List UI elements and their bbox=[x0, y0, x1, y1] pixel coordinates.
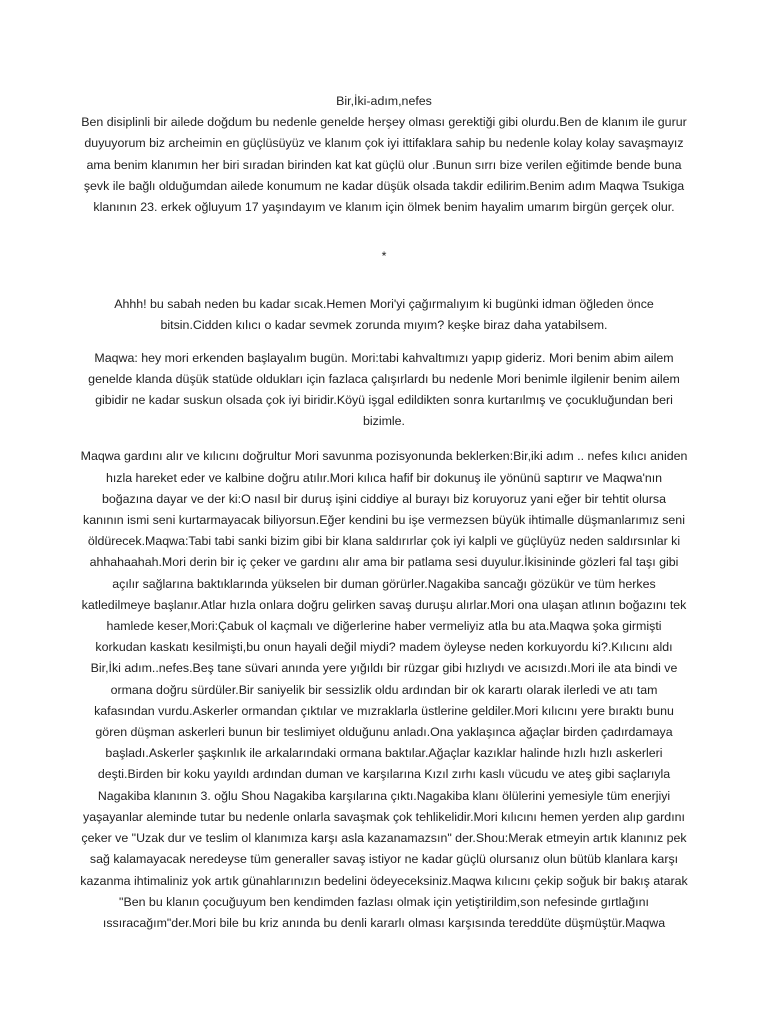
paragraph-1: Ahhh! bu sabah neden bu kadar sıcak.Hemen Mori'yi çağırmalıyım ki bugünki idman öğleden önce bitsin.Cidden kılıcı o kadar sevmek zorunda mıyım? keşke biraz daha yatabilsem. bbox=[114, 297, 654, 333]
paragraph-2: Maqwa: hey mori erkenden başlayalım bugün. Mori:tabi kahvaltımızı yapıp gideriz. Mori benim abim ailem genelde klanda düşük statüde oldukları için fazlaca çalışırlardı bu nedenle Mori benimle ilgilenir benim ailem gibidir ne kadar suskun olsada çok iyi biridir.Köyü işgal edildikten sonra kurtarılmış ve çocukluğundan beri bizimle. bbox=[88, 350, 680, 429]
document-title: Bir,İki-adım,nefes bbox=[336, 94, 432, 108]
document-body bbox=[80, 91, 688, 934]
intro-paragraph: Ben disiplinli bir ailede doğdum bu nedenle genelde herşey olması gerektiği gibi olurdu.Ben de klanım ile gurur duyuyorum biz archeimin en güçlüsüyüz ve klanım çok iyi ittifaklara sahip bu nedenle kolay kolay savaşmayız ama benim klanımın her biri sıradan birinden kat kat güçlü olur .Bunun sırrı bize verilen eğitimde bende buna şevk ile bağlı olduğumdan ailede konumum ne kadar düşük olsada takdir edilirim.Benim adım Maqwa Tsukiga klanının 23. erkek oğluyum 17 yaşındayım ve klanım için ölmek benim hayalim umarım birgün gerçek olur. bbox=[81, 115, 687, 215]
paragraph-3: Maqwa gardını alır ve kılıcını doğrultur Mori savunma pozisyonunda beklerken:Bir,iki adım .. nefes kılıcı aniden hızla hareket eder ve kalbine doğru atılır.Mori kılıca hafif bir dokunuş ile yönünü saptırır ve Maqwa'nın boğazına dayar ve der ki:O nasıl bir duruş işini ciddiye al burayı biz koruyoruz yani eğer bir tehtit olursa kanının ismi seni kurtarmayacak biliyorsun.Eğer kendini bu işe vermezsen büyük ihtimalle düşmanlarımız seni öldürecek.Maqwa:Tabi tabi sanki bizim gibi bir klana saldırırlar çok iyi kalpli ve güçlüyüz neden saldırsınlar ki ahhahaahah.Mori derin bir iç çeker ve gardını alır ama bir patlama sesi duyulur.İkisininde gözleri fal taşı gibi açılır sağlarına baktıklarında yükselen bir duman görürler.Nagakiba sancağı gözükür ve tüm herkes katledilmeye başlanır.Atlar hızla onlara doğru gelirken savaş duruşu alırlar.Mori ona ulaşan atlının boğazını tek hamlede keser,Mori:Çabuk ol kaçmalı ve diğerlerine haber vermeliyiz atla bu ata.Maqwa şoka girmişti korkudan kaskatı kesilmişti,bu onun hayali değil miydi? madem öyleyse neden korkuyordu ki?.Kılıcını aldı Bir,İki adım..nefes.Beş tane süvari anında yere yığıldı bir rüzgar gibi hızlıydı ve acısızdı.Mori ile ata bindi ve ormana doğru sürdüler.Bir saniyelik bir sessizlik oldu ardından bir ok karartı olarak ilerledi ve atı tam kafasından vurdu.Askerler ormandan çıktılar ve mızraklarla üstlerine geldiler.Mori kılıcını yere bıraktı bunu gören düşman askerleri bunun bir teslimiyet olduğunu anladı.Ona yaklaşınca ağaçlar birden çadırdamaya başladı.Askerler şaşkınlık ile arkalarındaki ormana baktılar.Ağaçlar kazıklar halinde hızlı hızlı askerleri deşti.Birden bir koku yayıldı ardından duman ve karşılarına Kızıl zırhı kaslı vücudu ve ateş gibi saçlarıyla Nagakiba klanının 3. oğlu Shou Nagakiba karşılarına çıktı.Nagakiba klanı ölülerini yemesiyle tüm enerjiyi yaşayanlar aleminde tutar bu nedenle onlarla savaşmak çok tehlikelidir.Mori kılıcını hemen yerden alıp gardını çeker ve "Uzak dur ve teslim ol klanımıza karşı asla kazanamazsın" der.Shou:Merak etmeyin artık klanınız pek sağ kalamayacak neredeyse tüm generaller savaş istiyor ne kadar güçlü olursanız olun bütüb klanlara karşı kazanma ihtimaliniz yok artık günahlarınızın bedelini ödeyeceksiniz.Maqwa kılıcını çekip soğuk bir bakış atarak "Ben bu klanın çocuğuyum ben kendimden fazlası olmak için yetiştirildim,son nefesinde gırtlağını ıssıracağım"der.Mori bile bu kriz anında bu denli kararlı olması karşısında tereddüte düşmüştür.Maqwa bbox=[80, 449, 688, 930]
section-separator: * bbox=[381, 249, 387, 264]
